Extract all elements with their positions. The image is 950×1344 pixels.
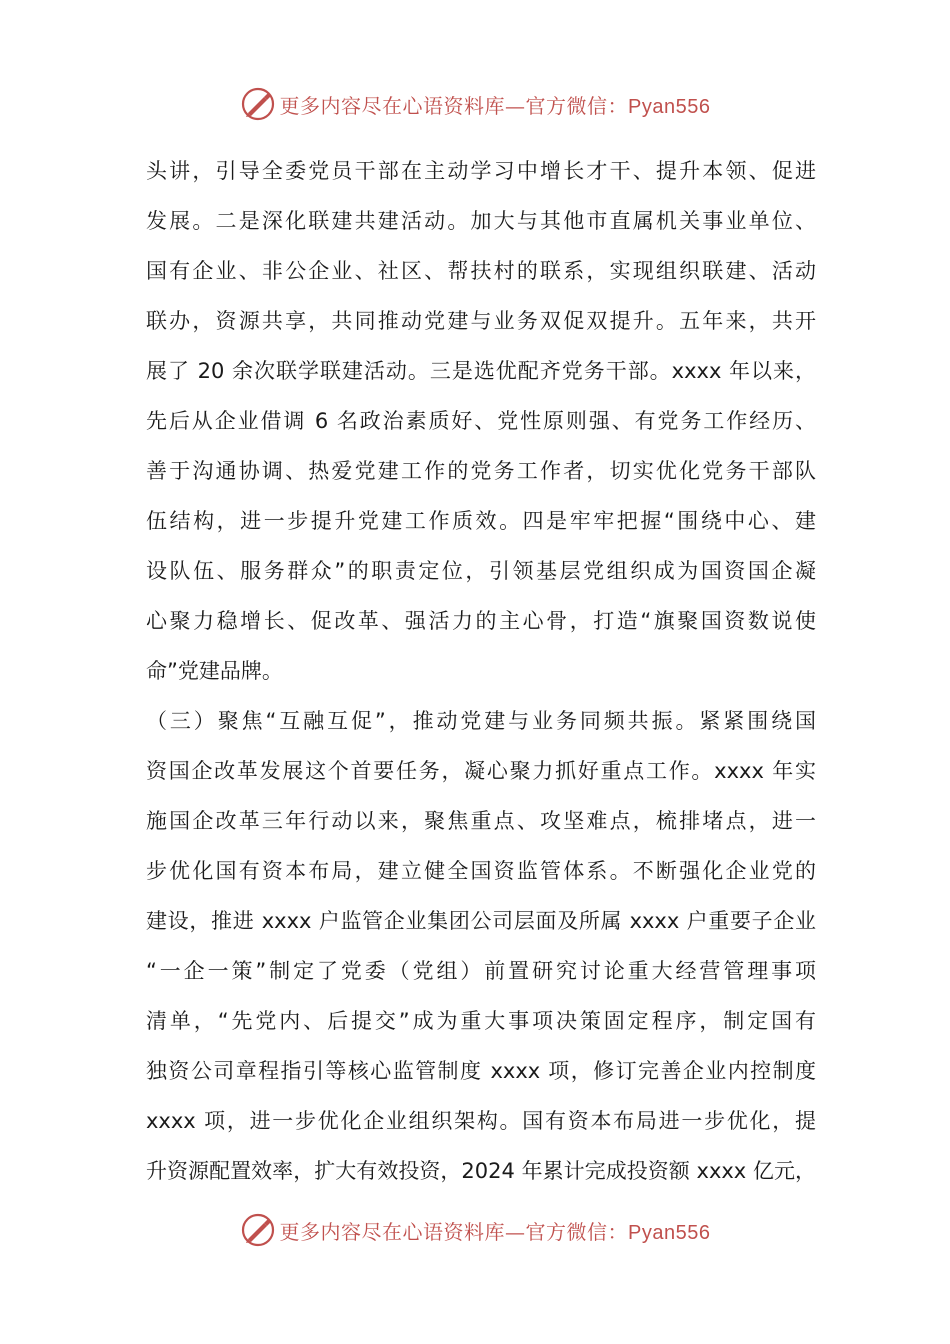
text-line: 先后从企业借调 6 名政治素质好、党性原则强、有党务工作经历、 — [146, 409, 816, 433]
header-banner-text: 更多内容尽在心语资料库—官方微信：Pyan556 — [279, 93, 711, 118]
document-body — [146, 146, 816, 1196]
text-line: 升资源配置效率，扩大有效投资，2024 年累计完成投资额 xxxx 亿元， — [146, 1159, 816, 1183]
text-line: 清单，“先党内、后提交”成为重大事项决策固定程序，制定国有 — [146, 1009, 816, 1033]
footer-banner-text: 更多内容尽在心语资料库—官方微信：Pyan556 — [279, 1219, 711, 1244]
text-line: 发展。二是深化联建共建活动。加大与其他市直属机关事业单位、 — [146, 209, 816, 233]
text-line: 建设，推进 xxxx 户监管企业集团公司层面及所属 xxxx 户重要子企业 — [146, 909, 816, 933]
text-line: 独资公司章程指引等核心监管制度 xxxx 项，修订完善企业内控制度 — [146, 1059, 816, 1083]
text-line: 心聚力稳增长、促改革、强活力的主心骨，打造“旗聚国资数说使 — [146, 609, 816, 633]
text-line: 联办，资源共享，共同推动党建与业务双促双提升。五年来，共开 — [146, 309, 816, 333]
text-line: 伍结构，进一步提升党建工作质效。四是牢牢把握“围绕中心、建 — [146, 509, 816, 533]
pen-logo-icon — [240, 1212, 276, 1248]
text-line: 设队伍、服务群众”的职责定位，引领基层党组织成为国资国企凝 — [146, 559, 816, 583]
footer-banner — [0, 1210, 950, 1250]
header-wechat-id: Pyan556 — [628, 95, 711, 118]
pen-logo-icon — [240, 86, 276, 122]
text-line: 命”党建品牌。 — [146, 659, 283, 683]
header-banner — [0, 84, 950, 124]
section-heading-line: （三）聚焦“互融互促”，推动党建与业务同频共振。紧紧围绕国 — [146, 709, 816, 733]
text-line: 头讲，引导全委党员干部在主动学习中增长才干、提升本领、促进 — [146, 159, 816, 183]
text-line: 国有企业、非公企业、社区、帮扶村的联系，实现组织联建、活动 — [146, 259, 816, 283]
text-line: 施国企改革三年行动以来，聚焦重点、攻坚难点，梳排堵点，进一 — [146, 809, 816, 833]
text-line: “一企一策”制定了党委（党组）前置研究讨论重大经营管理事项 — [146, 959, 816, 983]
text-line: 展了 20 余次联学联建活动。三是选优配齐党务干部。xxxx 年以来， — [146, 359, 816, 383]
text-line: 善于沟通协调、热爱党建工作的党务工作者，切实优化党务干部队 — [146, 459, 816, 483]
text-line: 步优化国有资本布局，建立健全国资监管体系。不断强化企业党的 — [146, 859, 816, 883]
text-line: xxxx 项，进一步优化企业组织架构。国有资本布局进一步优化，提 — [146, 1109, 816, 1133]
footer-wechat-id: Pyan556 — [628, 1221, 711, 1244]
text-line: 资国企改革发展这个首要任务，凝心聚力抓好重点工作。xxxx 年实 — [146, 759, 816, 783]
